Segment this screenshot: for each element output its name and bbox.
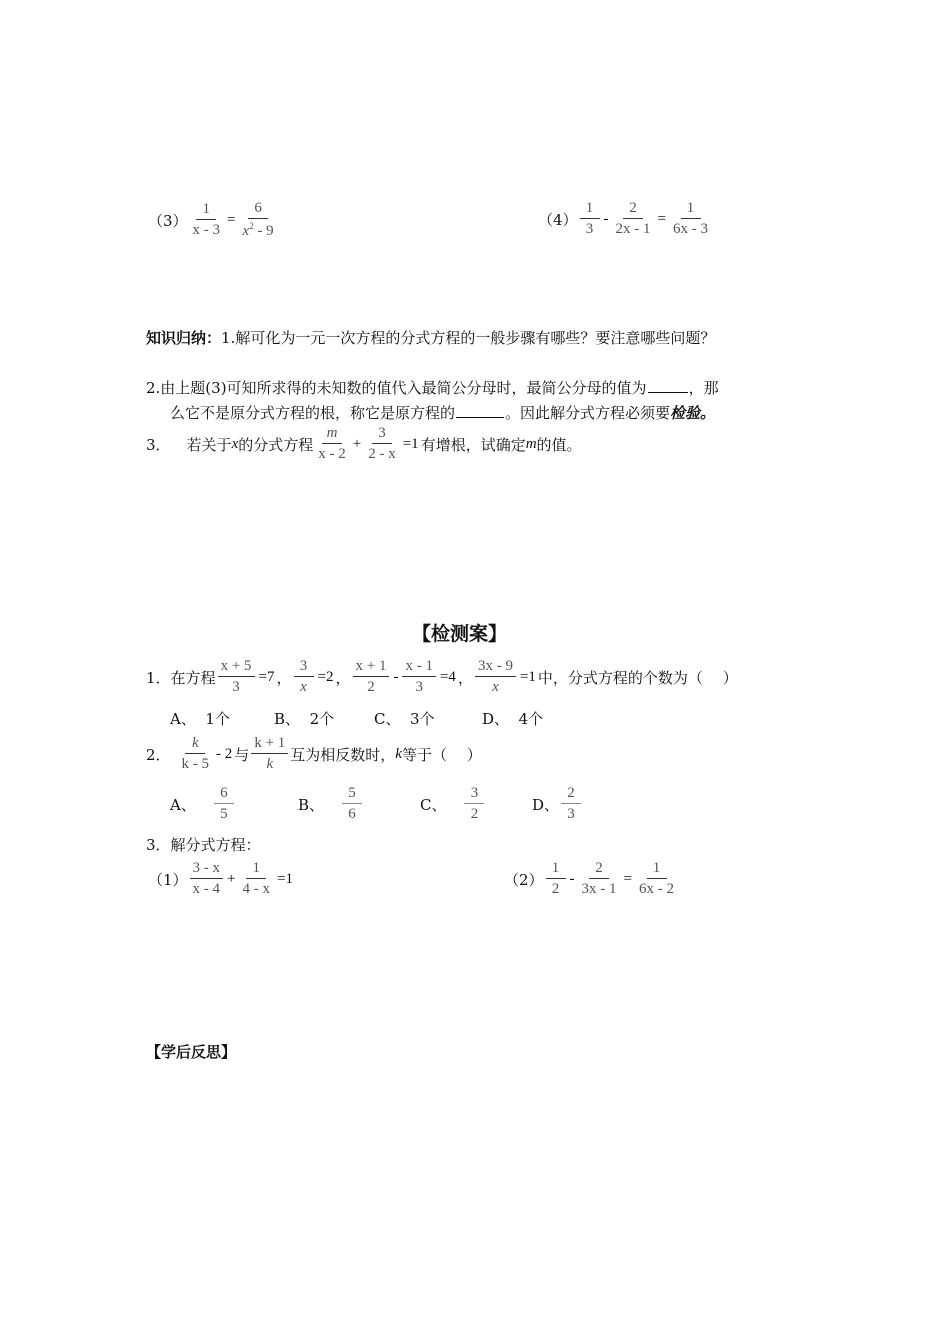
fraction: $\frac{1}{2}$	[546, 860, 566, 899]
emphasis-text: 检验。	[670, 404, 716, 422]
problem-4: （4） $\frac{1}{3}$ - $\frac{2}{2x - 1}$ = $\frac{1}{6x - 3}$	[538, 200, 713, 239]
fraction: $\frac{3 - x}{x - 4}$	[190, 860, 224, 899]
option-c[interactable]: C、 $\frac{3}{2}$	[420, 785, 532, 824]
fraction: $\frac{1}{6x - 3}$	[673, 200, 709, 238]
test-q3-title: 3．解分式方程：	[146, 836, 261, 854]
test-q3-problem-2: （2） $\frac{1}{2}$ - $\frac{2}{3x - 1}$ = $\frac{1}{6x - 2}$	[504, 860, 679, 899]
option-b[interactable]: B、 2个	[274, 710, 335, 728]
problem-label: （4）	[538, 210, 578, 229]
fraction: $\frac{2}{2x - 1}$	[615, 200, 651, 238]
problem-label: （3）	[148, 211, 188, 230]
problem-3: （3） $\frac{1}{x - 3}$ = $\frac{6}{x^2 - 9}$	[148, 200, 279, 241]
option-d[interactable]: D、 $\frac{2}{3}$	[532, 785, 583, 824]
option-a[interactable]: A、 $\frac{6}{5}$	[170, 785, 298, 824]
fraction: $\frac{1}{6x - 2}$	[639, 860, 675, 898]
answer-blank[interactable]	[456, 403, 504, 418]
fraction: $\frac{1}{4 - x}$	[242, 860, 271, 898]
fraction: $\frac{x + 1}{2}$	[353, 658, 390, 697]
fraction: $\frac{6}{x^2 - 9}$	[242, 200, 274, 240]
fraction: $\frac{3x - 9}{x}$	[475, 658, 516, 697]
answer-blank[interactable]	[648, 378, 688, 393]
fraction: $\frac{1}{x - 3}$	[192, 201, 221, 239]
summary-q1: 知识归纳：1.解可化为一元一次方程的分式方程的一般步骤有哪些？要注意哪些问题？	[146, 329, 716, 347]
reflection-title: 【学后反思】	[146, 1043, 237, 1061]
option-c[interactable]: C、 3个	[374, 710, 435, 728]
fraction: $\frac{x - 1}{3}$	[402, 658, 436, 697]
fraction: $\frac{x + 5}{3}$	[218, 658, 255, 697]
fraction: $\frac{m}{x - 2}$	[318, 425, 346, 463]
fraction: $\frac{2}{3x - 1}$	[581, 860, 617, 898]
summary-title: 知识归纳：	[146, 329, 222, 347]
summary-q2-line1: 2.由上题(3)可知所求得的未知数的值代入最简公分母时，最简公分母的值为 ，那	[146, 379, 719, 397]
fraction: $\frac{3}{2 - x}$	[368, 425, 396, 463]
option-a[interactable]: A、 1个	[170, 710, 230, 728]
fraction: $\frac{3}{x}$	[294, 658, 314, 697]
fraction: $\frac{k}{k - 5}$	[181, 735, 210, 773]
fraction: $\frac{k + 1}{k}$	[251, 735, 288, 774]
test-q2: 2． $\frac{k}{k - 5}$ - 2 与 $\frac{k + 1}{k}$ 互为相反数时， k 等于（ ）	[146, 735, 482, 773]
test-q2-options	[170, 785, 583, 824]
option-d[interactable]: D、 4个	[482, 710, 544, 728]
summary-q3: 3． 若关于 x 的分式方程 $\frac{m}{x - 2}$ + $\frac{3}{2 - x}$ =1 有增根，试确定 m 的值。	[146, 425, 582, 463]
option-b[interactable]: B、 $\frac{5}{6}$	[298, 785, 420, 824]
fraction: $\frac{1}{3}$	[580, 200, 600, 239]
summary-q2-line2: 么它不是原分式方程的根，称它是原方程的 。因此解分式方程必须要检验。	[170, 404, 716, 422]
section-title: 【检测案】	[412, 623, 508, 645]
test-q3-problem-1: （1） $\frac{3 - x}{x - 4}$ + $\frac{1}{4 - x}$ =1	[148, 860, 293, 898]
test-q1: 1． 在方程 $\frac{x + 5}{3}$ =7 ， $\frac{3}{x}$ =2 ， $\frac{x + 1}{2}$ - $\frac{x - 1}{3}$ =4 ， $\frac{3x - 9}{x}$ =1 中，分式方程的个数为（ ）	[146, 658, 738, 696]
test-q1-options	[170, 708, 543, 729]
